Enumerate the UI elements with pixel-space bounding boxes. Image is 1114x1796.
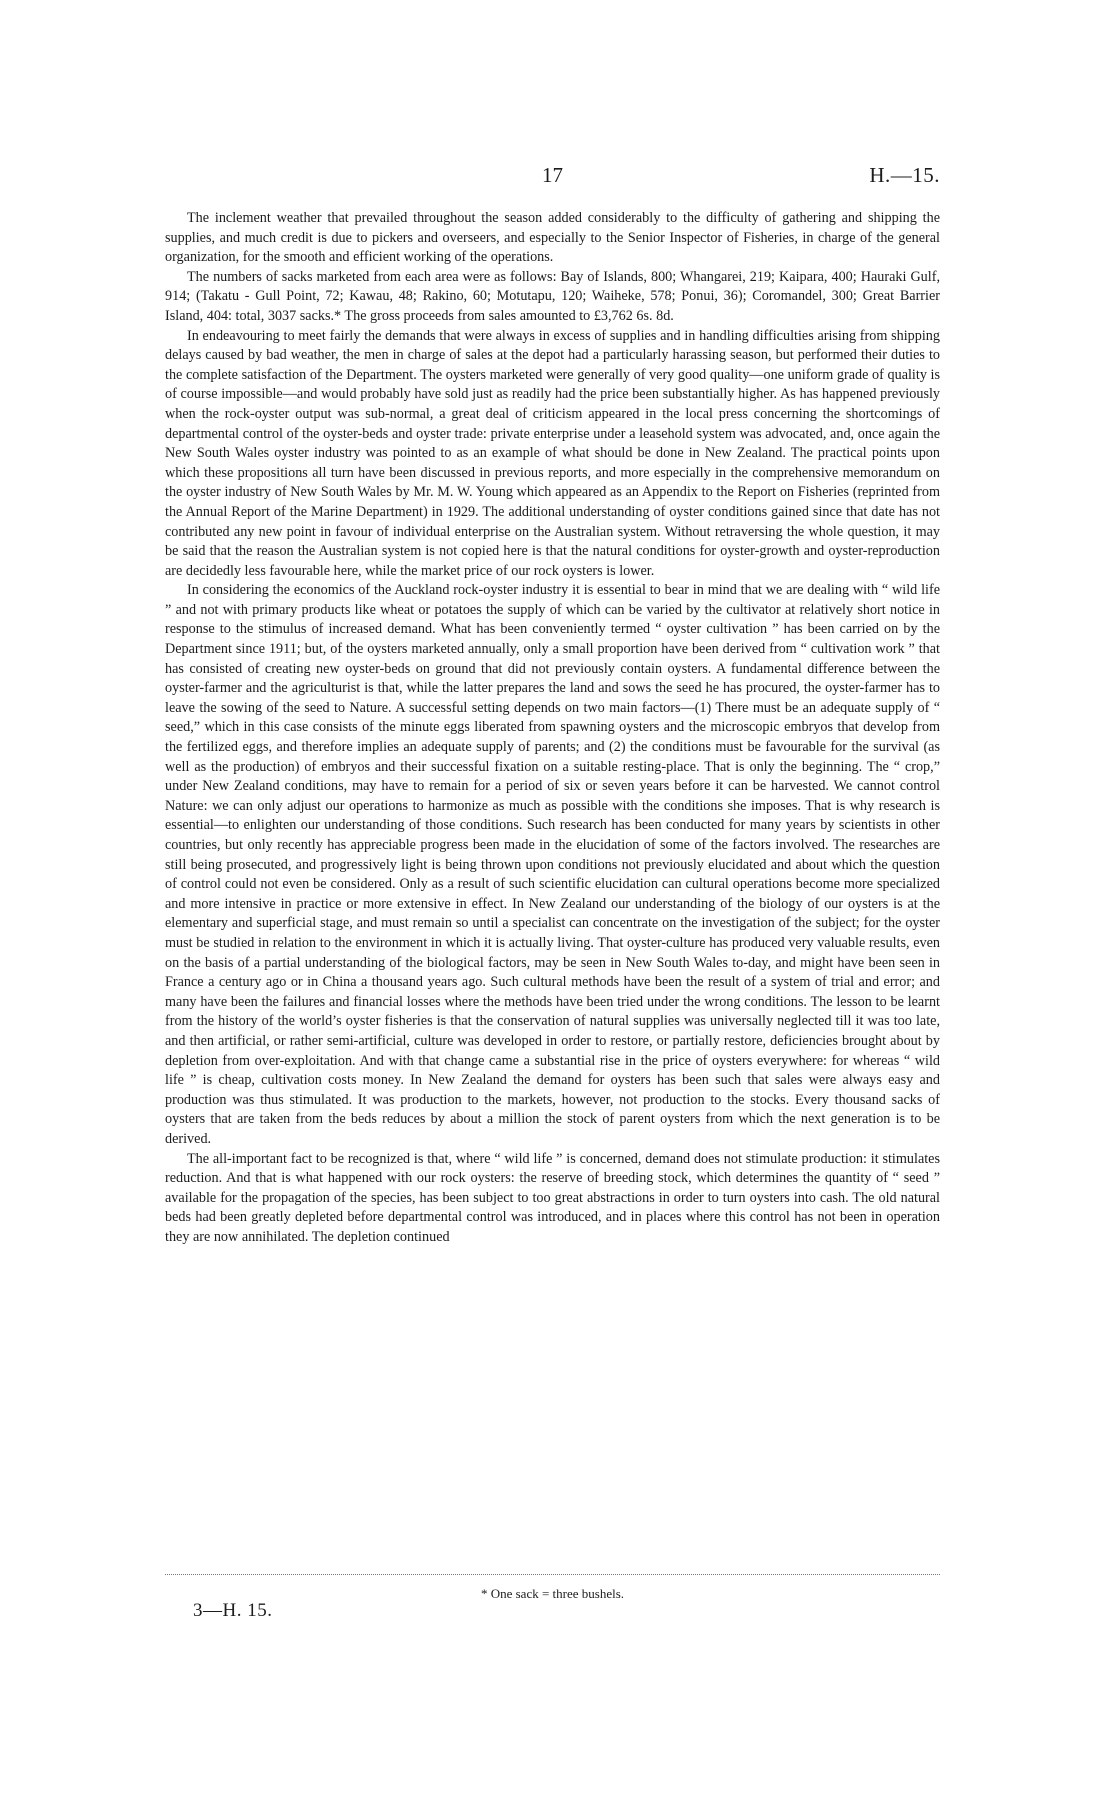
footnote: * One sack = three bushels. (480, 1586, 625, 1601)
document-reference: H.—15. (869, 163, 940, 187)
paragraph-economics: In considering the economics of the Auckland rock-oyster industry it is essential to bear in mind that we are dealing with “ wild life ” and not with primary products like wheat or potatoes the supply of which can be varied by the cultivator at relatively short notice in response to the stimulus of increased demand. What has been conveniently termed “ oyster cultivation ” has been carried on by the Department since 1911; but, of the oysters marketed annually, only a small proportion have been derived from “ cultivation work ” that has consisted of creating new oyster-beds on ground that did not previously contain oysters. A fundamental difference between the oyster-farmer and the agriculturist is that, while the latter prepares the land and sows the seed he has procured, the oyster-farmer has to leave the sowing of the seed to Nature. A successful setting depends on two main factors—(1) There must be an adequate supply of “ seed,” which in this case consists of the minute eggs liberated from spawning oysters and the microscopic embryos that develop from the fertilized eggs, and therefore implies an adequate supply of parents; and (2) the conditions must be favourable for the survival (as well as the production) of embryos and their successful fixation on a suitable resting-place. That is only the beginning. The “ crop,” under New Zealand conditions, may have to remain for a period of six or seven years before it can be harvested. We cannot control Nature: we can only adjust our operations to harmonize as much as possible with the conditions she imposes. That is why research is essential—to enlighten our understanding of those conditions. Such research has been conducted for many years by scientists in other countries, but only recently has appreciable progress been made in the elucidation of some of the factors involved. The researches are still being prosecuted, and progressively light is being thrown upon conditions not previously elucidated and about which the question of control could not even be considered. Only as a result of such scientific elucidation can cultural operations become more specialized and more intensive in practice or more extensive in effect. In New Zealand our understanding of the biology of our oysters is at the elementary and superficial stage, and must remain so until a specialist can concentrate on the investigation of the subject; for the oyster must be studied in relation to the environment in which it is actually living. That oyster-culture has produced very valuable results, even on the basis of a partial understanding of the biological factors, may be seen in New South Wales to-day, and might have been seen in France a century ago or in China a thousand years ago. Such cultural methods have been the result of a system of trial and error; and many have been the failures and financial losses where the methods have been tried under the wrong conditions. The lesson to be learnt from the history of the world’s oyster fisheries is that the conservation of natural supplies was universally neglected till it was too late, and then artificial, or rather semi-artificial, culture was developed in order to restore, or partially restore, deficiencies brought about by depletion from over-exploitation. And with that change came a substantial rise in the price of oysters everywhere: for whereas “ wild life ” is cheap, cultivation costs money. In New Zealand the demand for oysters has been such that sales were always easy and production was thus stimulated. It was production to the markets, however, not production to the stocks. Every thousand sacks of oysters that are taken from the beds reduces by about a million the stock of parent oysters from which the next generation is to be derived. (165, 582, 940, 1147)
paragraph-sacks-marketed: The numbers of sacks marketed from each area were as follows: Bay of Islands, 800; Whangarei, 219; Kaipara, 400; Hauraki Gulf, 914; (Takatu - Gull Point, 72; Kawau, 48; Rakino, 60; Motutapu, 120; Waiheke, 578; Ponui, 36); Coromandel, 300; Great Barrier Island, 404: total, 3037 sacks.* The gross proceeds from sales amounted to £3,762 6s. 8d. (165, 268, 940, 324)
page-number: 17 (542, 163, 563, 187)
page-header (165, 163, 940, 193)
footnote-divider (165, 1574, 940, 1575)
printer-signature: 3—H. 15. (193, 1600, 273, 1621)
paragraph-weather: The inclement weather that prevailed throughout the season added considerably to the difficulty of gathering and shipping the supplies, and much credit is due to pickers and overseers, and especially to the Senior Inspector of Fisheries, in charge of the general organization, for the smooth and efficient working of the operations. (165, 210, 940, 266)
paragraph-demand-reduction: The all-important fact to be recognized is that, where “ wild life ” is concerned, demand does not stimulate production: it stimulates reduction. And that is what happened with our rock oysters: the reserve of breeding stock, which determines the quantity of “ seed ” available for the propagation of the species, has been subject to too great abstractions in order to turn oysters into cash. The old natural beds had been greatly depleted before departmental control was introduced, and in places where this control has not been in operation they are now annihilated. The depletion continued (165, 1150, 940, 1245)
paragraph-sales-depot: In endeavouring to meet fairly the demands that were always in excess of supplies and in handling difficulties arising from shipping delays caused by bad weather, the men in charge of sales at the depot had a particularly harassing season, but performed their duties to the complete satisfaction of the Department. The oysters marketed were generally of very good quality—one uniform grade of quality is of course impossible—and would probably have sold just as readily had the price been substantially higher. As has happened previously when the rock-oyster output was sub-normal, a great deal of criticism appeared in the local press concerning the shortcomings of departmental control of the oyster-beds and oyster trade: private enterprise under a leasehold system was advocated, and, once again the New South Wales oyster industry was pointed to as an example of what should be done in New Zealand. The practical points upon which these propositions all turn have been discussed in previous reports, and more especially in the comprehensive memorandum on the oyster industry of New South Wales by Mr. M. W. Young which appeared as an Appendix to the Report on Fisheries (reprinted from the Annual Report of the Marine Department) in 1929. The additional understanding of oyster conditions gained since that date has not contributed any new point in favour of individual enterprise on the Australian system. Without retraversing the whole question, it may be said that the reason the Australian system is not copied here is that the natural conditions for oyster-growth and oyster-reproduction are decidedly less favourable here, while the market price of our rock oysters is lower. (165, 327, 940, 579)
body-text (165, 209, 940, 1247)
